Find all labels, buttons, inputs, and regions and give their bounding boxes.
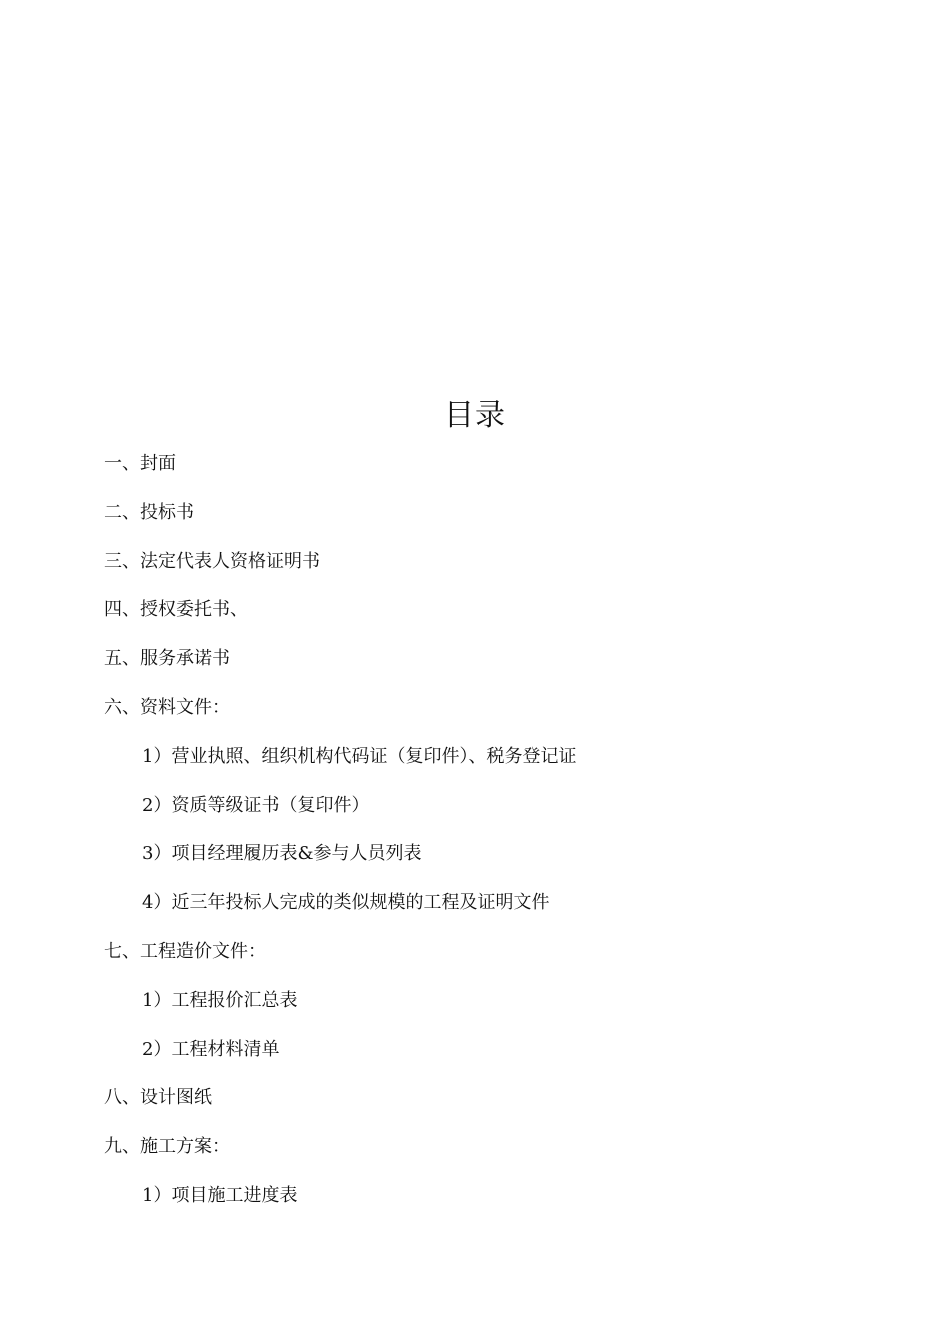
toc-subentry: 1）工程报价汇总表	[142, 989, 298, 1011]
toc-subentry: 2）资质等级证书（复印件）	[142, 794, 370, 816]
toc-entry: 二、投标书	[104, 501, 194, 523]
toc-entry: 七、工程造价文件：	[104, 940, 266, 962]
toc-subentry: 4）近三年投标人完成的类似规模的工程及证明文件	[142, 892, 550, 914]
toc-entry: 四、授权委托书、	[104, 599, 248, 621]
toc-title: 目录	[444, 398, 506, 433]
toc-subentry: 1）项目施工进度表	[142, 1184, 298, 1206]
toc-entry: 八、设计图纸	[104, 1087, 212, 1109]
toc-list	[104, 447, 884, 1228]
toc-subentry: 3）项目经理履历表&参与人员列表	[142, 843, 422, 865]
toc-entry: 六、资料文件：	[104, 696, 230, 718]
toc-entry: 九、施工方案：	[104, 1136, 230, 1158]
toc-entry: 三、法定代表人资格证明书	[104, 550, 320, 572]
toc-subentry: 2）工程材料清单	[142, 1038, 280, 1060]
toc-entry: 一、封面	[104, 453, 176, 474]
toc-subentry: 1）营业执照、组织机构代码证（复印件）、税务登记证	[142, 745, 577, 767]
toc-entry: 五、服务承诺书	[104, 648, 230, 670]
